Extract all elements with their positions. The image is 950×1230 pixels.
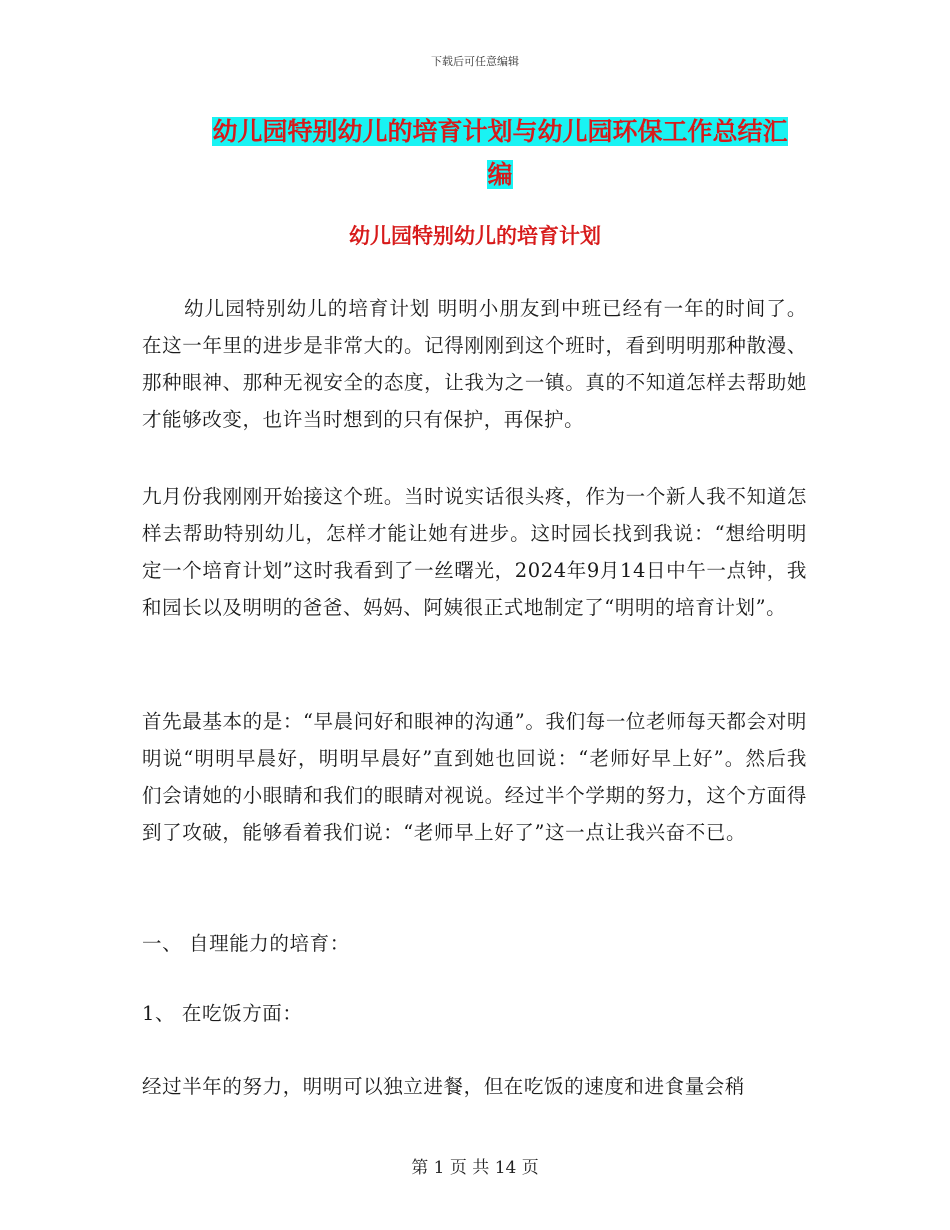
paragraph-intro: 幼儿园特别幼儿的培育计划 明明小朋友到中班已经有一年的时间了。在这一年里的进步是非常大的。记得刚刚到这个班时，看到明明那种散漫、那种眼神、那种无视安全的态度，让我为之一镇。真的不知道怎样去帮助她才能够改变，也许当时想到的只有保护，再保护。 xyxy=(142,297,807,431)
section-title: 幼儿园特别幼儿的培育计划 xyxy=(349,224,601,248)
paragraph-greeting: 首先最基本的是：“早晨问好和眼神的沟通”。我们每一位老师每天都会对明明说“明明早晨好，明明早晨好”直到她也回说：“老师好早上好”。然后我们会请她的小眼睛和我们的眼睛对视说。经过半个学期的努力，这个方面得到了攻破，能够看着我们说：“老师早上好了”这一点让我兴奋不已。 xyxy=(142,710,807,844)
list-heading-self-care: 一、 自理能力的培育： xyxy=(142,932,350,955)
paragraph-september: 九月份我刚刚开始接这个班。当时说实话很头疼，作为一个新人我不知道怎样去帮助特别幼儿，怎样才能让她有进步。这时园长找到我说：“想给明明定一个培育计划”这时我看到了一丝曙光，2024年9月14日中午一点钟，我和园长以及明明的爸爸、妈妈、阿姨很正式地制定了“明明的培育计划”。 xyxy=(142,485,807,619)
paragraph-eating: 经过半年的努力，明明可以独立进餐，但在吃饭的速度和进食量会稍 xyxy=(142,1075,746,1098)
document-title xyxy=(190,110,810,196)
page-footer: 第 1 页 共 14 页 xyxy=(411,1158,539,1178)
page-header: 下载后可任意编辑 xyxy=(431,55,519,68)
document-title-line-1: 幼儿园特别幼儿的培育计划与幼儿园环保工作总结汇 xyxy=(212,117,788,146)
document-title-line-2: 编 xyxy=(487,160,513,189)
list-subheading-eating: 1、 在吃饭方面： xyxy=(142,1002,303,1025)
